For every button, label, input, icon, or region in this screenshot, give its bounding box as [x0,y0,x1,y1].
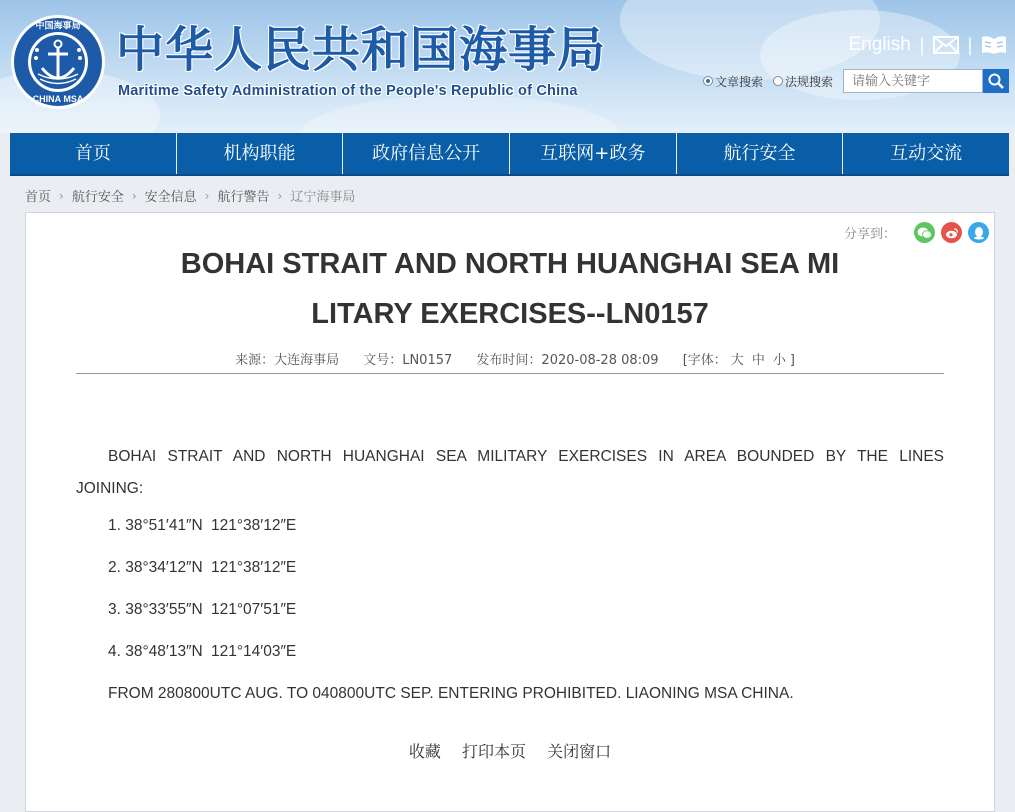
breadcrumb-safety-info[interactable]: 安全信息 [144,190,197,205]
article-title [26,239,994,339]
chevron-right-icon: › [204,188,210,203]
chevron-right-icon: › [277,188,283,203]
separator: | [918,34,925,56]
nav-item-home[interactable]: 首页 [10,133,177,174]
search-bar [703,69,1009,93]
radio-selected-icon[interactable] [703,76,713,86]
article-source: 来源：大连海事局 [235,353,340,368]
font-size-medium[interactable]: 中 [751,353,765,368]
weibo-icon [945,227,959,239]
share-label: 分享到： [843,227,896,242]
english-link[interactable]: English [848,34,911,55]
article-meta [26,349,994,368]
nav-item-internet-gov[interactable]: 互联网+政务 [510,133,677,174]
font-size-small[interactable]: 小 [772,353,786,368]
top-links [849,34,1007,56]
article-publish-time: 发布时间：2020-08-28 08:09 [476,353,659,368]
search-button[interactable] [983,69,1009,93]
search-input[interactable] [843,69,983,93]
article-intro: BOHAI STRAIT AND NORTH HUANGHAI SEA MILITARY EXERCISES IN AREA BOUNDED BY THE LINES JOINING: [76,448,944,497]
article-title-line2: LITARY EXERCISES--LN0157 [311,298,709,330]
article-actions [26,739,994,762]
coordinate-item: 2. 38°34′12″N 121°38′12″E [108,559,297,576]
site-header [0,0,1015,133]
font-size-label: [字体： [682,353,727,368]
separator: | [966,34,973,56]
coordinate-item: 3. 38°33′55″N 121°07′51″E [108,601,297,618]
breadcrumb-liaoning-msa[interactable]: 辽宁海事局 [290,190,356,205]
favorite-button[interactable]: 收藏 [408,742,441,761]
search-option-articles[interactable]: 文章搜索 [703,73,763,90]
article-closing: FROM 280800UTC AUG. TO 040800UTC SEP. ENTERING PROHIBITED. LIAONING MSA CHINA. [108,685,794,702]
book-icon[interactable] [981,35,1007,55]
print-button[interactable]: 打印本页 [461,742,526,761]
chevron-right-icon: › [59,188,64,203]
site-title-en[interactable]: Maritime Safety Administration of the People's Republic of China [118,83,578,99]
article-title-line1: BOHAI STRAIT AND NORTH HUANGHAI SEA MI [180,248,840,280]
search-option-regulations[interactable]: 法规搜索 [773,73,833,90]
radio-icon[interactable] [773,76,783,86]
font-size-large[interactable]: 大 [730,353,744,368]
nav-item-nav-safety[interactable]: 航行安全 [677,133,844,174]
search-icon [988,73,1004,89]
article-doc-number: 文号：LN0157 [363,353,453,368]
nav-item-functions[interactable]: 机构职能 [177,133,344,174]
breadcrumb-nav-warnings[interactable]: 航行警告 [217,190,270,205]
mail-icon[interactable] [933,36,959,54]
divider [76,373,944,374]
breadcrumb-home[interactable]: 首页 [25,190,52,205]
font-size-close: ] [789,353,795,368]
coordinate-item: 4. 38°48′13″N 121°14′03″E [108,643,297,660]
breadcrumb-nav-safety[interactable]: 航行安全 [71,190,124,205]
main-nav [10,133,1009,176]
breadcrumb [25,186,355,205]
qq-icon [973,226,985,240]
article-body [76,441,944,715]
china-msa-logo[interactable] [10,14,106,110]
svg-text:CHINA MSA: CHINA MSA [32,94,84,104]
site-title-cn[interactable]: 中华人民共和国海事局 [116,22,607,78]
article-container [25,212,995,812]
nav-item-gov-info[interactable]: 政府信息公开 [343,133,510,174]
svg-text:中国海事局: 中国海事局 [35,21,81,32]
nav-item-interaction[interactable]: 互动交流 [890,143,963,164]
wechat-icon [917,227,932,239]
close-window-button[interactable]: 关闭窗口 [547,742,612,761]
chevron-right-icon: › [131,188,137,203]
coordinate-item: 1. 38°51′41″N 121°38′12″E [108,517,297,534]
